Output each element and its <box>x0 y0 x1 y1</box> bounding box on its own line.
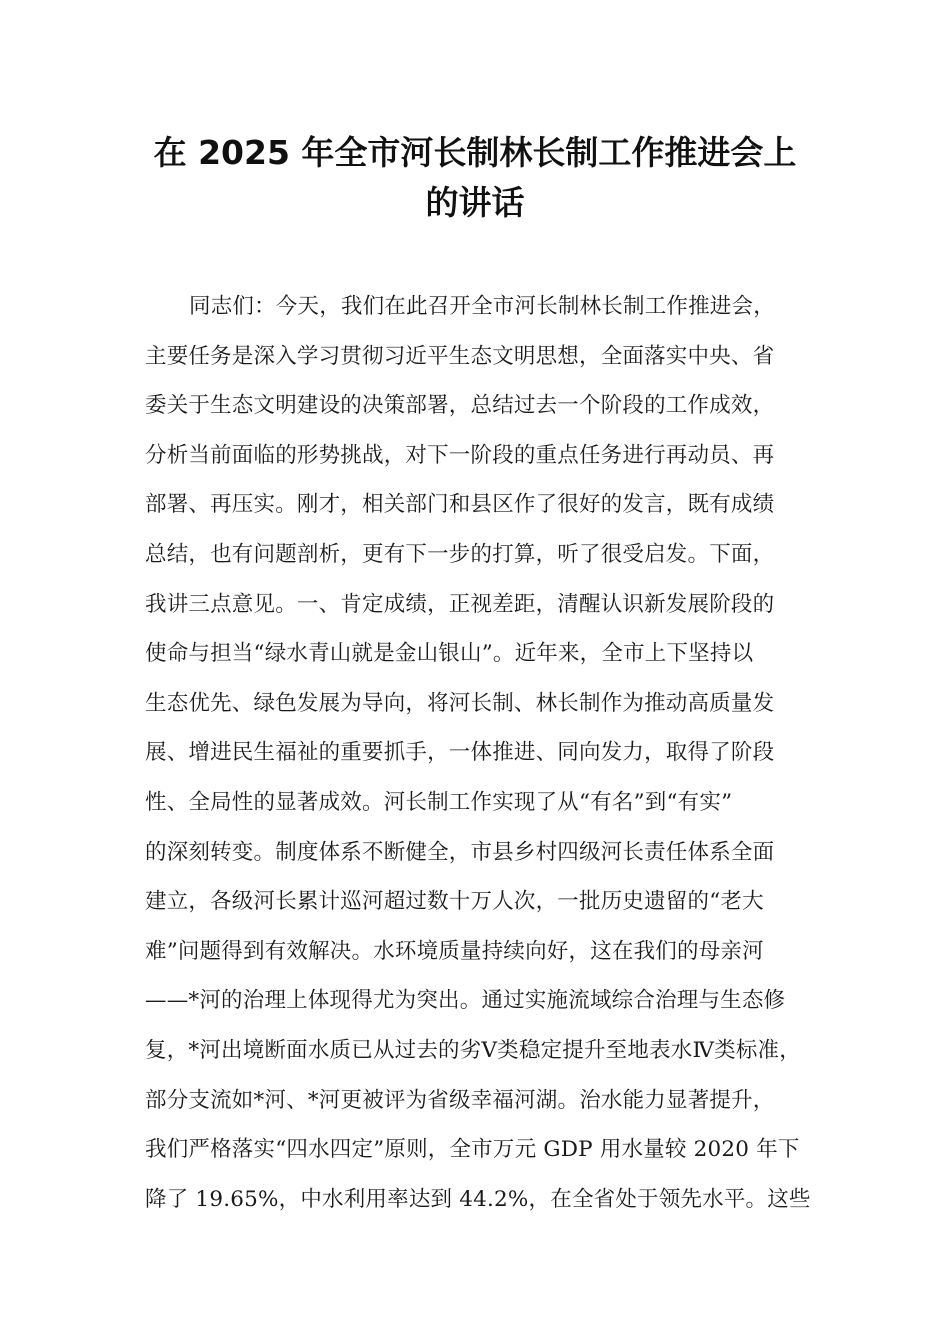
document-title <box>140 128 810 228</box>
body-line: 总结，也有问题剖析，更有下一步的打算，听了很受启发。下面， <box>145 541 775 567</box>
title-line-1: 在 2025 年全市河长制林长制工作推进会上 <box>153 133 797 172</box>
body-line: 性、全局性的显著成效。河长制工作实现了从“有名”到“有实” <box>145 789 733 815</box>
body-line: 复，*河出境断面水质已从过去的劣Ⅴ类稳定提升至地表水Ⅳ类标准， <box>145 1037 801 1063</box>
body-line: 分析当前面临的形势挑战，对下一阶段的重点任务进行再动员、再 <box>145 442 775 468</box>
body-line: 降了 19.65%，中水利用率达到 44.2%，在全省处于领先水平。这些 <box>145 1186 811 1212</box>
body-line: 的深刻转变。制度体系不断健全，市县乡村四级河长责任体系全面 <box>145 839 775 865</box>
body-line: 使命与担当“绿水青山就是金山银山”。近年来，全市上下坚持以 <box>145 641 754 667</box>
body-line: 部署、再压实。刚才，相关部门和县区作了很好的发言，既有成绩 <box>145 492 775 518</box>
body-line: 生态优先、绿色发展为导向，将河长制、林长制作为推动高质量发 <box>145 690 775 716</box>
speech-body <box>145 282 813 1224</box>
body-line: 委关于生态文明建设的决策部署，总结过去一个阶段的工作成效， <box>145 393 775 419</box>
body-line: ——*河的治理上体现得尤为突出。通过实施流域综合治理与生态修 <box>145 988 786 1014</box>
title-line-2: 的讲话 <box>425 183 525 222</box>
body-line: 建立，各级河长累计巡河超过数十万人次，一批历史遗留的“老大 <box>145 889 764 915</box>
body-line: 我们严格落实“四水四定”原则，全市万元 GDP 用水量较 2020 年下 <box>145 1137 800 1163</box>
body-line: 部分支流如*河、*河更被评为省级幸福河湖。治水能力显著提升， <box>145 1087 775 1113</box>
body-line: 难”问题得到有效解决。水环境质量持续向好，这在我们的母亲河 <box>145 938 764 964</box>
body-line: 同志们：今天，我们在此召开全市河长制林长制工作推进会， <box>189 294 775 319</box>
body-line: 展、增进民生福祉的重要抓手，一体推进、同向发力，取得了阶段 <box>145 740 775 766</box>
body-line: 主要任务是深入学习贯彻习近平生态文明思想，全面落实中央、省 <box>145 343 775 369</box>
body-line: 我讲三点意见。一、肯定成绩，正视差距，清醒认识新发展阶段的 <box>145 591 775 617</box>
